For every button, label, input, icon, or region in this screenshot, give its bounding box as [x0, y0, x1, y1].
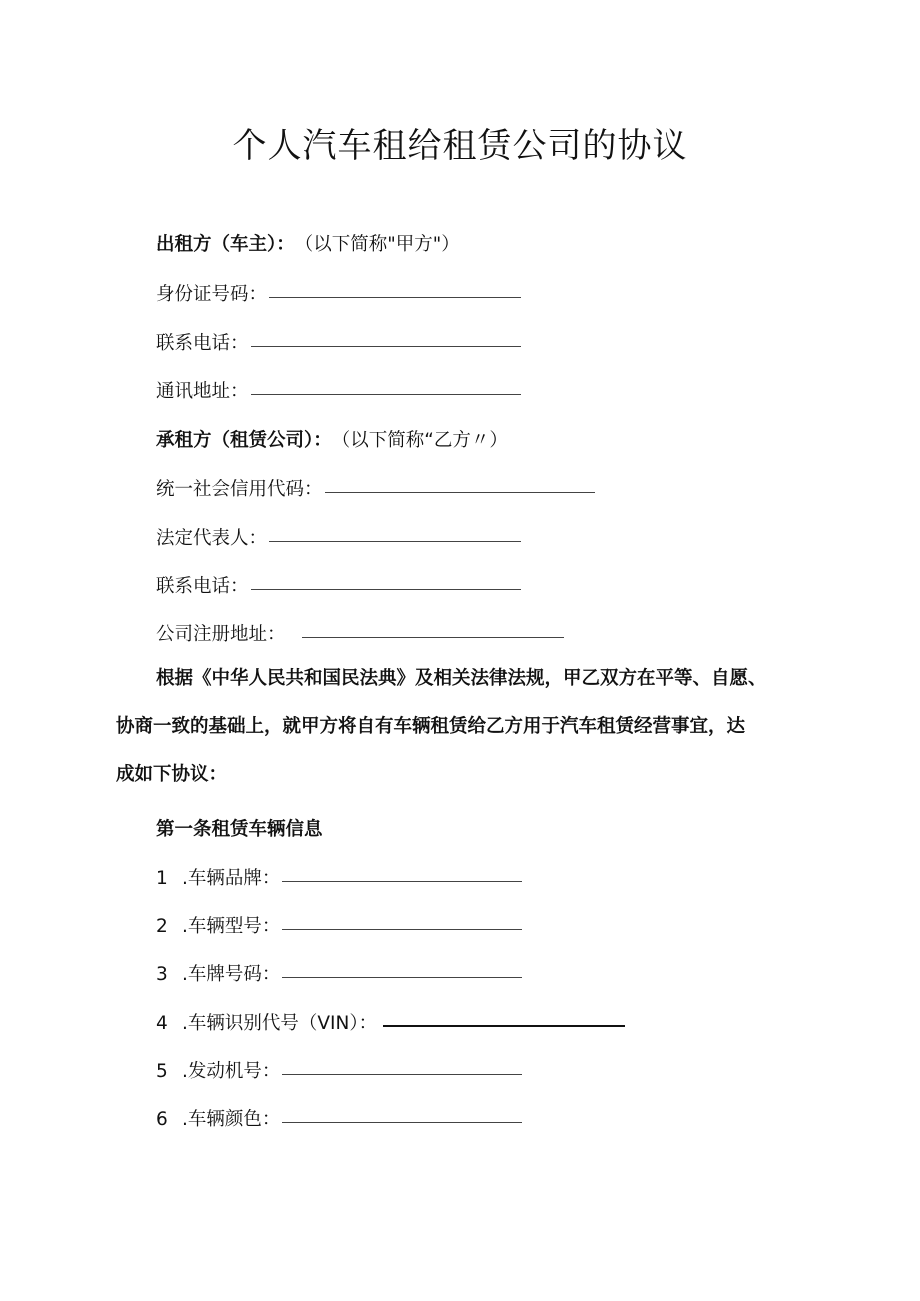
item-number: 6 [156, 1109, 168, 1130]
vehicle-brand-label: .车辆品牌： [182, 868, 281, 889]
vehicle-brand-row [156, 864, 522, 890]
vin-field[interactable] [383, 1024, 625, 1027]
lessor-address-row [156, 377, 521, 403]
engine-number-label: .发动机号： [182, 1061, 281, 1082]
vin-row [156, 1009, 625, 1035]
vehicle-color-label: .车辆颜色： [182, 1109, 281, 1130]
intro-paragraph [116, 655, 816, 799]
lessee-credit-code-label: 统一社会信用代码： [156, 479, 323, 500]
lessor-address-label: 通讯地址： [156, 381, 249, 402]
lessor-heading: 出租方（车主）： [156, 234, 295, 255]
article-1-heading: 第一条租赁车辆信息 [156, 819, 323, 840]
item-number: 3 [156, 964, 168, 985]
vehicle-model-field[interactable] [282, 928, 522, 930]
lessee-phone-label: 联系电话： [156, 576, 249, 597]
lessee-note: （以下简称“乙方〃） [331, 430, 508, 451]
lessor-phone-label: 联系电话： [156, 333, 249, 354]
lessee-legal-rep-field[interactable] [269, 540, 521, 542]
intro-line-3: 成如下协议： [116, 764, 228, 785]
lessee-reg-address-row [156, 620, 564, 646]
item-number: 1 [156, 868, 168, 889]
lessor-id-field[interactable] [269, 296, 521, 298]
lessee-reg-address-label: 公司注册地址： [156, 624, 286, 645]
lessor-phone-field[interactable] [251, 345, 521, 347]
lessee-legal-rep-label: 法定代表人： [156, 528, 268, 549]
lessee-phone-field[interactable] [251, 588, 521, 590]
lessor-heading-line [156, 230, 460, 256]
vehicle-model-row [156, 912, 522, 938]
document-title: 个人汽车租给租赁公司的协议 [232, 126, 688, 166]
vehicle-brand-field[interactable] [282, 880, 522, 882]
lessee-credit-code-row [156, 475, 595, 501]
lessor-id-label: 身份证号码： [156, 284, 268, 305]
vehicle-color-field[interactable] [282, 1121, 522, 1123]
lessor-phone-row [156, 329, 521, 355]
vehicle-color-row [156, 1105, 522, 1131]
lessor-note: （以下简称"甲方"） [294, 234, 460, 255]
lessee-heading-line [156, 426, 508, 452]
plate-number-field[interactable] [282, 976, 522, 978]
item-number: 2 [156, 916, 168, 937]
lessee-heading: 承租方（租赁公司）： [156, 430, 332, 451]
plate-number-row [156, 960, 522, 986]
vin-label: .车辆识别代号（VIN）： [182, 1013, 378, 1034]
lessor-id-row [156, 280, 521, 306]
lessee-phone-row [156, 572, 521, 598]
item-number: 5 [156, 1061, 168, 1082]
lessor-address-field[interactable] [251, 393, 521, 395]
intro-line-1: 根据《中华人民共和国民法典》及相关法律法规，甲乙双方在平等、自愿、 [156, 668, 767, 689]
engine-number-row [156, 1057, 522, 1083]
lessee-legal-rep-row [156, 524, 521, 550]
lessee-reg-address-field[interactable] [302, 636, 564, 638]
lessee-credit-code-field[interactable] [325, 491, 595, 493]
item-number: 4 [156, 1013, 168, 1034]
engine-number-field[interactable] [282, 1073, 522, 1075]
plate-number-label: .车牌号码： [182, 964, 281, 985]
intro-line-2: 协商一致的基础上，就甲方将自有车辆租赁给乙方用于汽车租赁经营事宜，达 [116, 716, 746, 737]
vehicle-model-label: .车辆型号： [182, 916, 281, 937]
